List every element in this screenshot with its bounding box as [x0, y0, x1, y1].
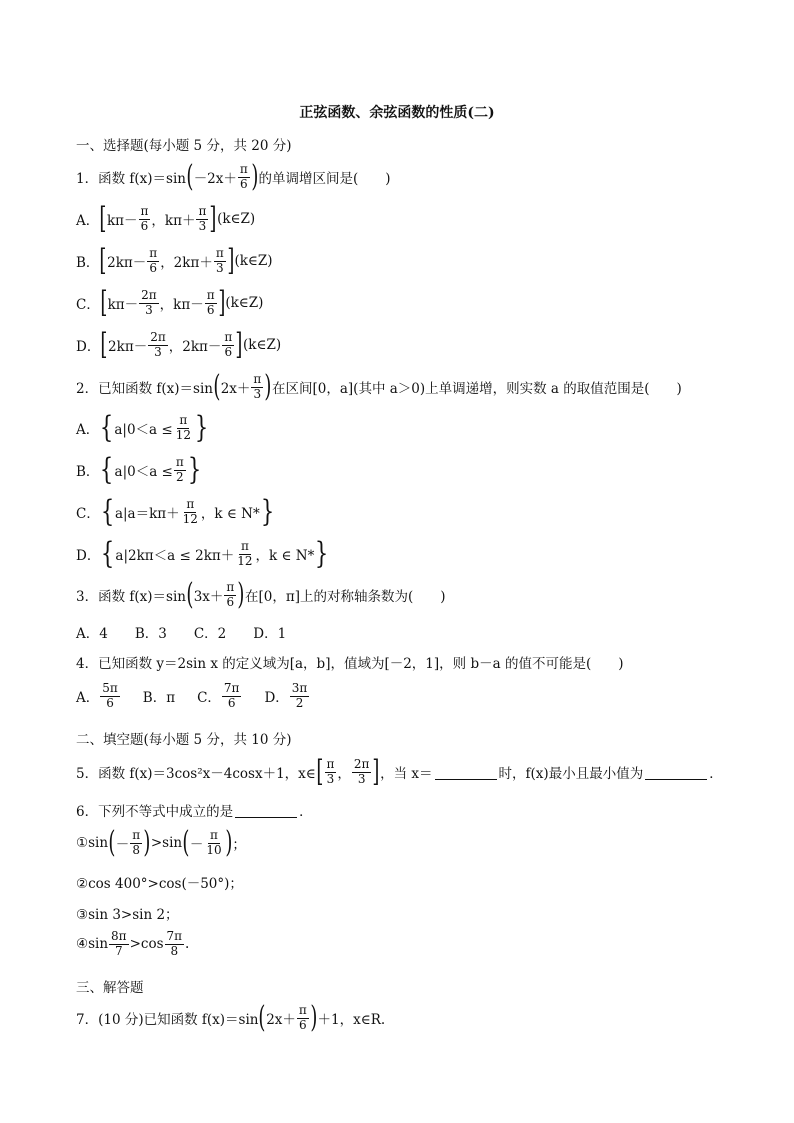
question-2: 2．已知函数 f(x)＝sin ( 2x＋ $\frac{\pi}{3}$ ) 在区间[0，a](其中 a＞0)上单调递增，则实数 a 的取值范围是( )	[76, 369, 682, 404]
question-5: 5．函数 f(x)＝3cos²x－4cosx＋1，x∈ [ $\frac{\pi}{3}$ ， $\frac{2\pi}{3}$ ] ，当 x＝ 时，f(x)最小且最小值为 ．	[76, 754, 723, 789]
option-2a: A． { a|0＜a ≤ $\frac{\pi}{12}$ }	[76, 410, 209, 445]
section-heading: 一、选择题(每小题 5 分，共 20 分)	[76, 138, 292, 154]
option-2c: C． { a|a＝kπ＋ $\frac{\pi}{12}$ ，k ∈ N* }	[76, 494, 274, 529]
item-6-1: ①sin ( － $\frac{\pi}{8}$ ) >sin ( － $\frac{\pi}{10}$ ) ；	[76, 825, 246, 860]
question-3: 3．函数 f(x)＝sin ( 3x＋ $\frac{\pi}{6}$ ) 在[0，π]上的对称轴条数为( )	[76, 577, 446, 612]
section-heading: 二、填空题(每小题 5 分，共 10 分)	[76, 732, 292, 748]
option-1a: A． [ kπ－ $\frac{\pi}{6}$ ，kπ＋ $\frac{\pi}{3}$ ] (k∈Z)	[76, 201, 256, 236]
question-7: 7．(10 分)已知函数 f(x)＝sin ( 2x＋ $\frac{\pi}{6}$ ) ＋1，x∈R.	[76, 1000, 386, 1035]
section-heading: 三、解答题	[76, 980, 144, 996]
question-1: 1．函数 f(x)＝sin ( －2x＋ $\frac{\pi}{6}$ ) 的单调增区间是( )	[76, 159, 391, 194]
option-2d: D． { a|2kπ＜a ≤ 2kπ＋ $\frac{\pi}{12}$ ，k ∈ N* }	[76, 536, 329, 571]
item-6-3: ③sin 3>sin 2；	[76, 907, 179, 923]
item-6-4: ④sin $\frac{8\pi}{7}$ >cos $\frac{7\pi}{8}$ .	[76, 929, 190, 958]
options-3: A．4 B．3 C．2 D．1	[76, 626, 287, 642]
blank-1[interactable]	[435, 765, 497, 780]
option-1b: B． [ 2kπ－ $\frac{\pi}{6}$ ，2kπ＋ $\frac{\pi}{3}$ ] (k∈Z)	[76, 243, 273, 278]
option-2b: B． { a|0＜a ≤ $\frac{\pi}{2}$ }	[76, 452, 201, 487]
blank-2[interactable]	[645, 765, 707, 780]
option-1c: C． [ kπ－ $\frac{2\pi}{3}$ ，kπ－ $\frac{\pi}{6}$ ] (k∈Z)	[76, 285, 264, 320]
blank-3[interactable]	[235, 803, 297, 818]
option-1d: D． [ 2kπ－ $\frac{2\pi}{3}$ ，2kπ－ $\frac{\pi}{6}$ ] (k∈Z)	[76, 327, 282, 362]
item-6-2: ②cos 400°>cos(－50°)；	[76, 876, 243, 892]
page-title: 正弦函数、余弦函数的性质(二)	[299, 105, 495, 121]
options-4: A． $\frac{5\pi}{6}$ B．π C． $\frac{7\pi}{6}$ D． $\frac{3\pi}{2}$	[76, 681, 308, 710]
question-6: 6．下列不等式中成立的是 ．	[76, 804, 313, 820]
question-4: 4．已知函数 y＝2sin x 的定义域为[a，b]，值域为[－2，1]，则 b－a 的值不可能是( )	[76, 656, 624, 672]
